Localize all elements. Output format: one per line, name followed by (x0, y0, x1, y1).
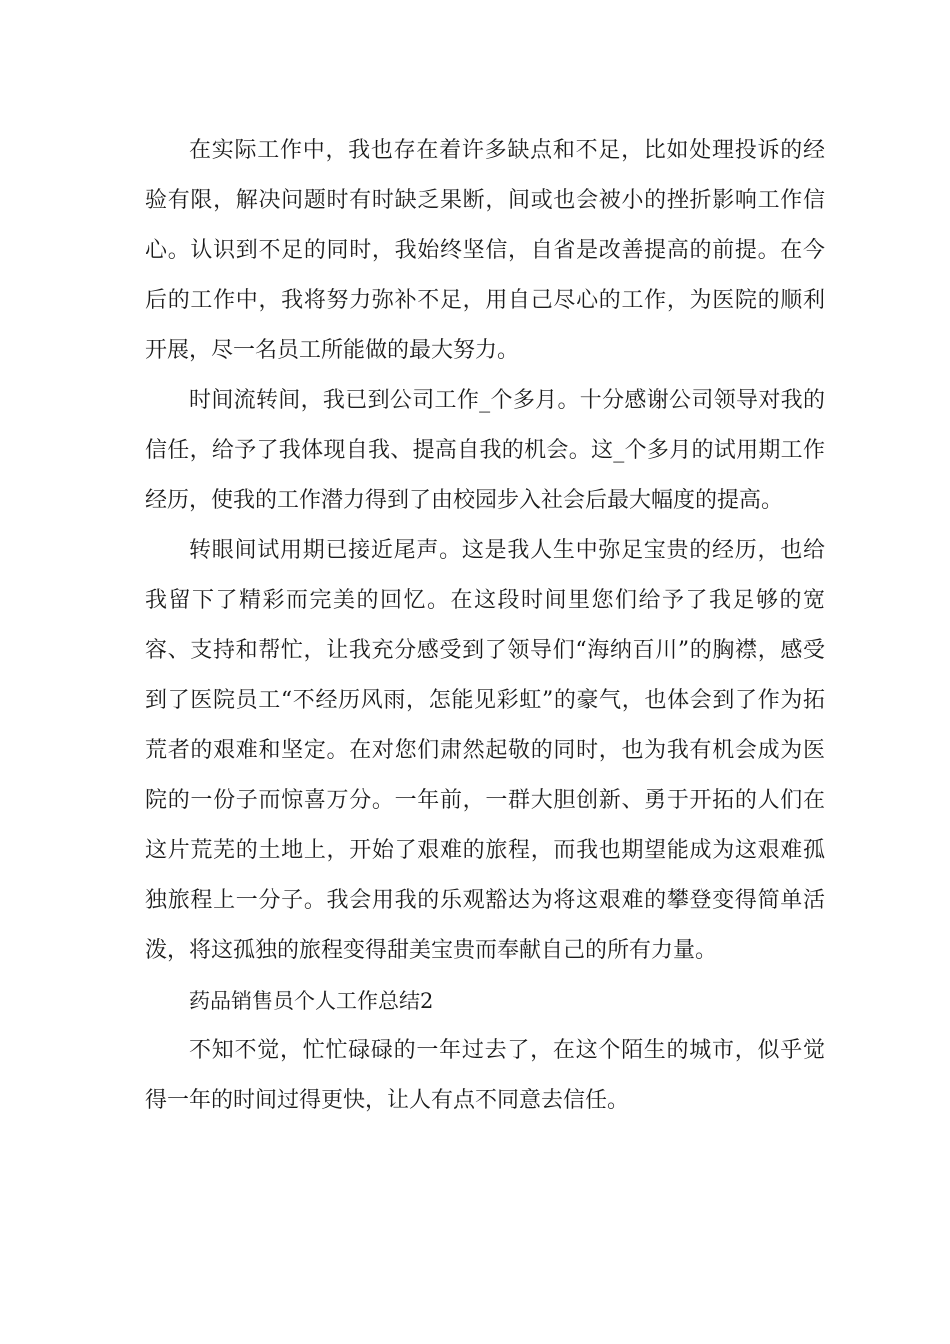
paragraph-trial-period: 转眼间试用期已接近尾声。这是我人生中弥足宝贵的经历，也给我留下了精彩而完美的回忆。在这段时间里您们给予了我足够的宽容、支持和帮忙，让我充分感受到了领导们“海纳百川”的胸襟，感受到了医院员工“不经历风雨，怎能见彩虹”的豪气，也体会到了作为拓荒者的艰难和坚定。在对您们肃然起敬的同时，也为我有机会成为医院的一份子而惊喜万分。一年前，一群大胆创新、勇于开拓的人们在这片荒芜的土地上，开始了艰难的旅程，而我也期望能成为这艰难孤独旅程上一分子。我会用我的乐观豁达为将这艰难的攀登变得简单活泼，将这孤独的旅程变得甜美宝贵而奉献自己的所有力量。 (145, 538, 825, 963)
paragraph-time-at-company: 时间流转间，我已到公司工作_个多月。十分感谢公司领导对我的信任，给予了我体现自我、提高自我的机会。这_个多月的试用期工作经历，使我的工作潜力得到了由校园步入社会后最大幅度的提高。 (145, 388, 825, 513)
document-body (145, 126, 825, 1126)
section-heading: 药品销售员个人工作总结2 (189, 989, 434, 1013)
paragraph-year-passed: 不知不觉，忙忙碌碌的一年过去了，在这个陌生的城市，似乎觉得一年的时间过得更快，让人有点不同意去信任。 (145, 1038, 825, 1113)
paragraph-shortcomings: 在实际工作中，我也存在着许多缺点和不足，比如处理投诉的经验有限，解决问题时有时缺乏果断，间或也会被小的挫折影响工作信心。认识到不足的同时，我始终坚信，自省是改善提高的前提。在今后的工作中，我将努力弥补不足，用自己尽心的工作，为医院的顺利开展，尽一名员工所能做的最大努力。 (145, 138, 825, 363)
